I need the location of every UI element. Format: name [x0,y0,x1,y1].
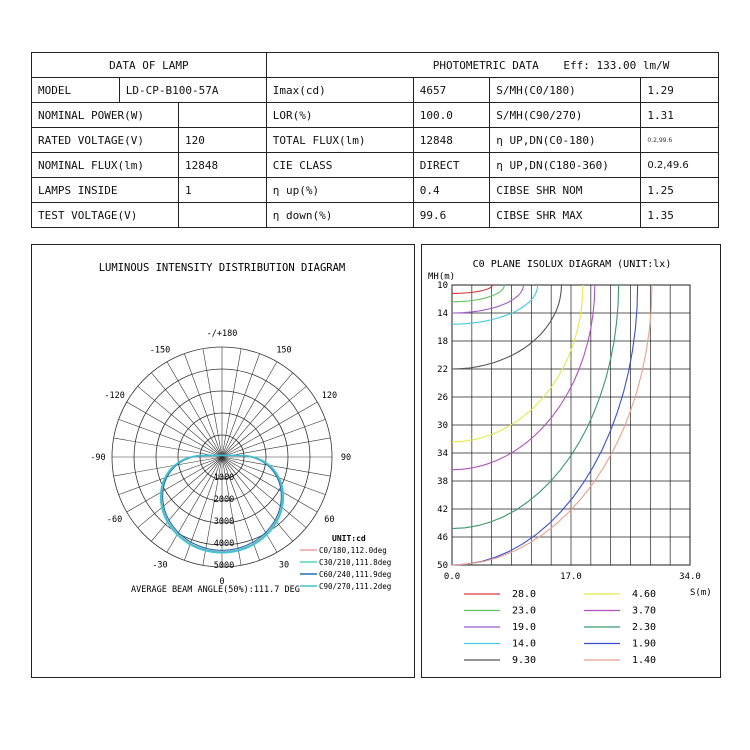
polar-angle-label: -150 [149,345,171,356]
isolux-y-tick: 38 [437,477,448,487]
table-row [32,178,719,203]
isolux-legend-label: 4.60 [632,589,657,600]
data-of-lamp-header: DATA OF LAMP [32,53,267,78]
polar-radial-label: 4000 [213,539,235,549]
luminous-intensity-panel [31,244,415,678]
table-cell [178,103,266,128]
polar-unit-label: UNIT:cd [332,534,366,543]
photometric-data-header [266,53,718,78]
table-cell: 4657 [413,78,490,103]
isolux-legend-label: 1.90 [632,638,657,650]
polar-angle-label: 150 [276,345,292,356]
table-cell: η UP,DN(C0-180) [490,128,641,153]
isolux-y-tick: 42 [437,505,448,515]
isolux-legend-label: 9.30 [512,655,537,666]
polar-angle-label: 30 [278,560,290,571]
isolux-contour [452,285,562,369]
isolux-y-tick: 10 [437,281,448,291]
polar-title: LUMINOUS INTENSITY DISTRIBUTION DIAGRAM [98,262,346,274]
table-cell: 1.35 [641,203,719,228]
table-cell: 12848 [178,153,266,178]
table-cell [178,203,266,228]
isolux-y-tick: 26 [437,393,448,403]
table-cell: S/MH(C90/270) [490,103,641,128]
table-cell: 99.6 [413,203,490,228]
table-cell: 1.25 [641,178,719,203]
table-row [32,153,719,178]
polar-radial-label: 3000 [213,517,235,527]
polar-legend-label: C90/270,111.2deg [319,582,392,591]
polar-grid [112,347,335,567]
table-row [32,78,719,103]
polar-angle-label: -30 [152,560,168,571]
table-cell: η up(%) [266,178,413,203]
polar-diagram [32,245,414,677]
table-cell: 1.31 [641,103,719,128]
polar-angle-label: 120 [321,391,338,401]
table-cell: CIE CLASS [266,153,413,178]
photometric-spec-table [31,52,719,228]
polar-angle-label: 90 [340,453,352,463]
isolux-y-tick: 46 [437,533,448,543]
isolux-y-tick: 50 [437,561,448,571]
isolux-contour [452,285,493,293]
isolux-x-tick: 17.0 [560,572,582,582]
polar-legend-label: C60/240,111.9deg [319,570,392,579]
isolux-legend-label: 1.40 [632,655,657,666]
polar-angle-label: -90 [90,453,106,463]
table-cell: 12848 [413,128,490,153]
efficiency-value: Eff: 133.00 lm/W [563,58,670,72]
table-row [32,128,719,153]
table-row [32,103,719,128]
isolux-y-tick: 22 [437,365,448,375]
polar-angle-label: -60 [106,515,123,525]
polar-angle-label: 0 [219,577,225,587]
polar-angle-label: -/+180 [206,329,238,339]
polar-radial-label: 1000 [213,473,235,483]
table-cell: NOMINAL FLUX(lm) [32,153,179,178]
isolux-legend-label: 28.0 [512,589,537,600]
isolux-contour [452,285,619,529]
table-cell: LOR(%) [266,103,413,128]
table-cell: S/MH(C0/180) [490,78,641,103]
isolux-diagram [422,245,720,677]
beam-angle-label: AVERAGE BEAM ANGLE(50%):111.7 DEG [131,585,300,595]
table-cell: NOMINAL POWER(W) [32,103,179,128]
table-cell: 0.2,99.6 [641,128,719,153]
table-cell: LAMPS INSIDE [32,178,179,203]
polar-radial-label: 2000 [213,495,235,505]
table-cell: CIBSE SHR NOM [490,178,641,203]
polar-angle-label: 60 [324,515,335,525]
table-cell: η down(%) [266,203,413,228]
table-cell: 1.29 [641,78,719,103]
isolux-legend [464,589,656,666]
table-cell: 0.4 [413,178,490,203]
table-cell: MODEL [32,78,120,103]
polar-legend-label: C0/180,112.0deg [319,546,387,555]
polar-radial-label: 5000 [213,561,235,571]
isolux-y-axis-label: MH(m) [428,272,456,282]
table-cell: 1 [178,178,266,203]
isolux-panel [421,244,721,678]
isolux-contour [452,285,538,324]
table-cell: 100.0 [413,103,490,128]
isolux-title: C0 PLANE ISOLUX DIAGRAM (UNIT:lx) [472,259,672,270]
table-cell: Imax(cd) [266,78,413,103]
table-cell: CIBSE SHR MAX [490,203,641,228]
isolux-x-tick: 34.0 [679,572,701,582]
table-cell: TEST VOLTAGE(V) [32,203,179,228]
polar-angle-label: -120 [104,391,125,401]
isolux-legend-label: 23.0 [512,605,537,617]
isolux-legend-label: 19.0 [512,622,537,633]
table-cell: TOTAL FLUX(lm) [266,128,413,153]
isolux-legend-label: 3.70 [632,605,657,617]
table-row [32,203,719,228]
isolux-y-tick: 30 [437,421,448,431]
table-cell: DIRECT [413,153,490,178]
isolux-y-tick: 14 [437,309,448,319]
polar-legend-label: C30/210,111.8deg [319,558,392,567]
table-cell: 120 [178,128,266,153]
isolux-y-tick: 18 [437,337,448,347]
isolux-legend-label: 14.0 [512,638,537,650]
isolux-legend-label: 2.30 [632,622,657,633]
isolux-y-tick: 34 [437,449,448,459]
isolux-y-ticks [437,281,448,571]
isolux-x-tick: 0.0 [443,572,461,582]
table-cell: 0.2,49.6 [641,153,719,178]
table-cell: RATED VOLTAGE(V) [32,128,179,153]
photometric-data-title: PHOTOMETRIC DATA [432,58,539,72]
polar-legend [300,546,391,591]
isolux-x-axis-label: S(m) [690,588,712,598]
table-cell: LD-CP-B100-57A [119,78,266,103]
isolux-x-ticks [444,572,701,582]
table-cell: η UP,DN(C180-360) [490,153,641,178]
